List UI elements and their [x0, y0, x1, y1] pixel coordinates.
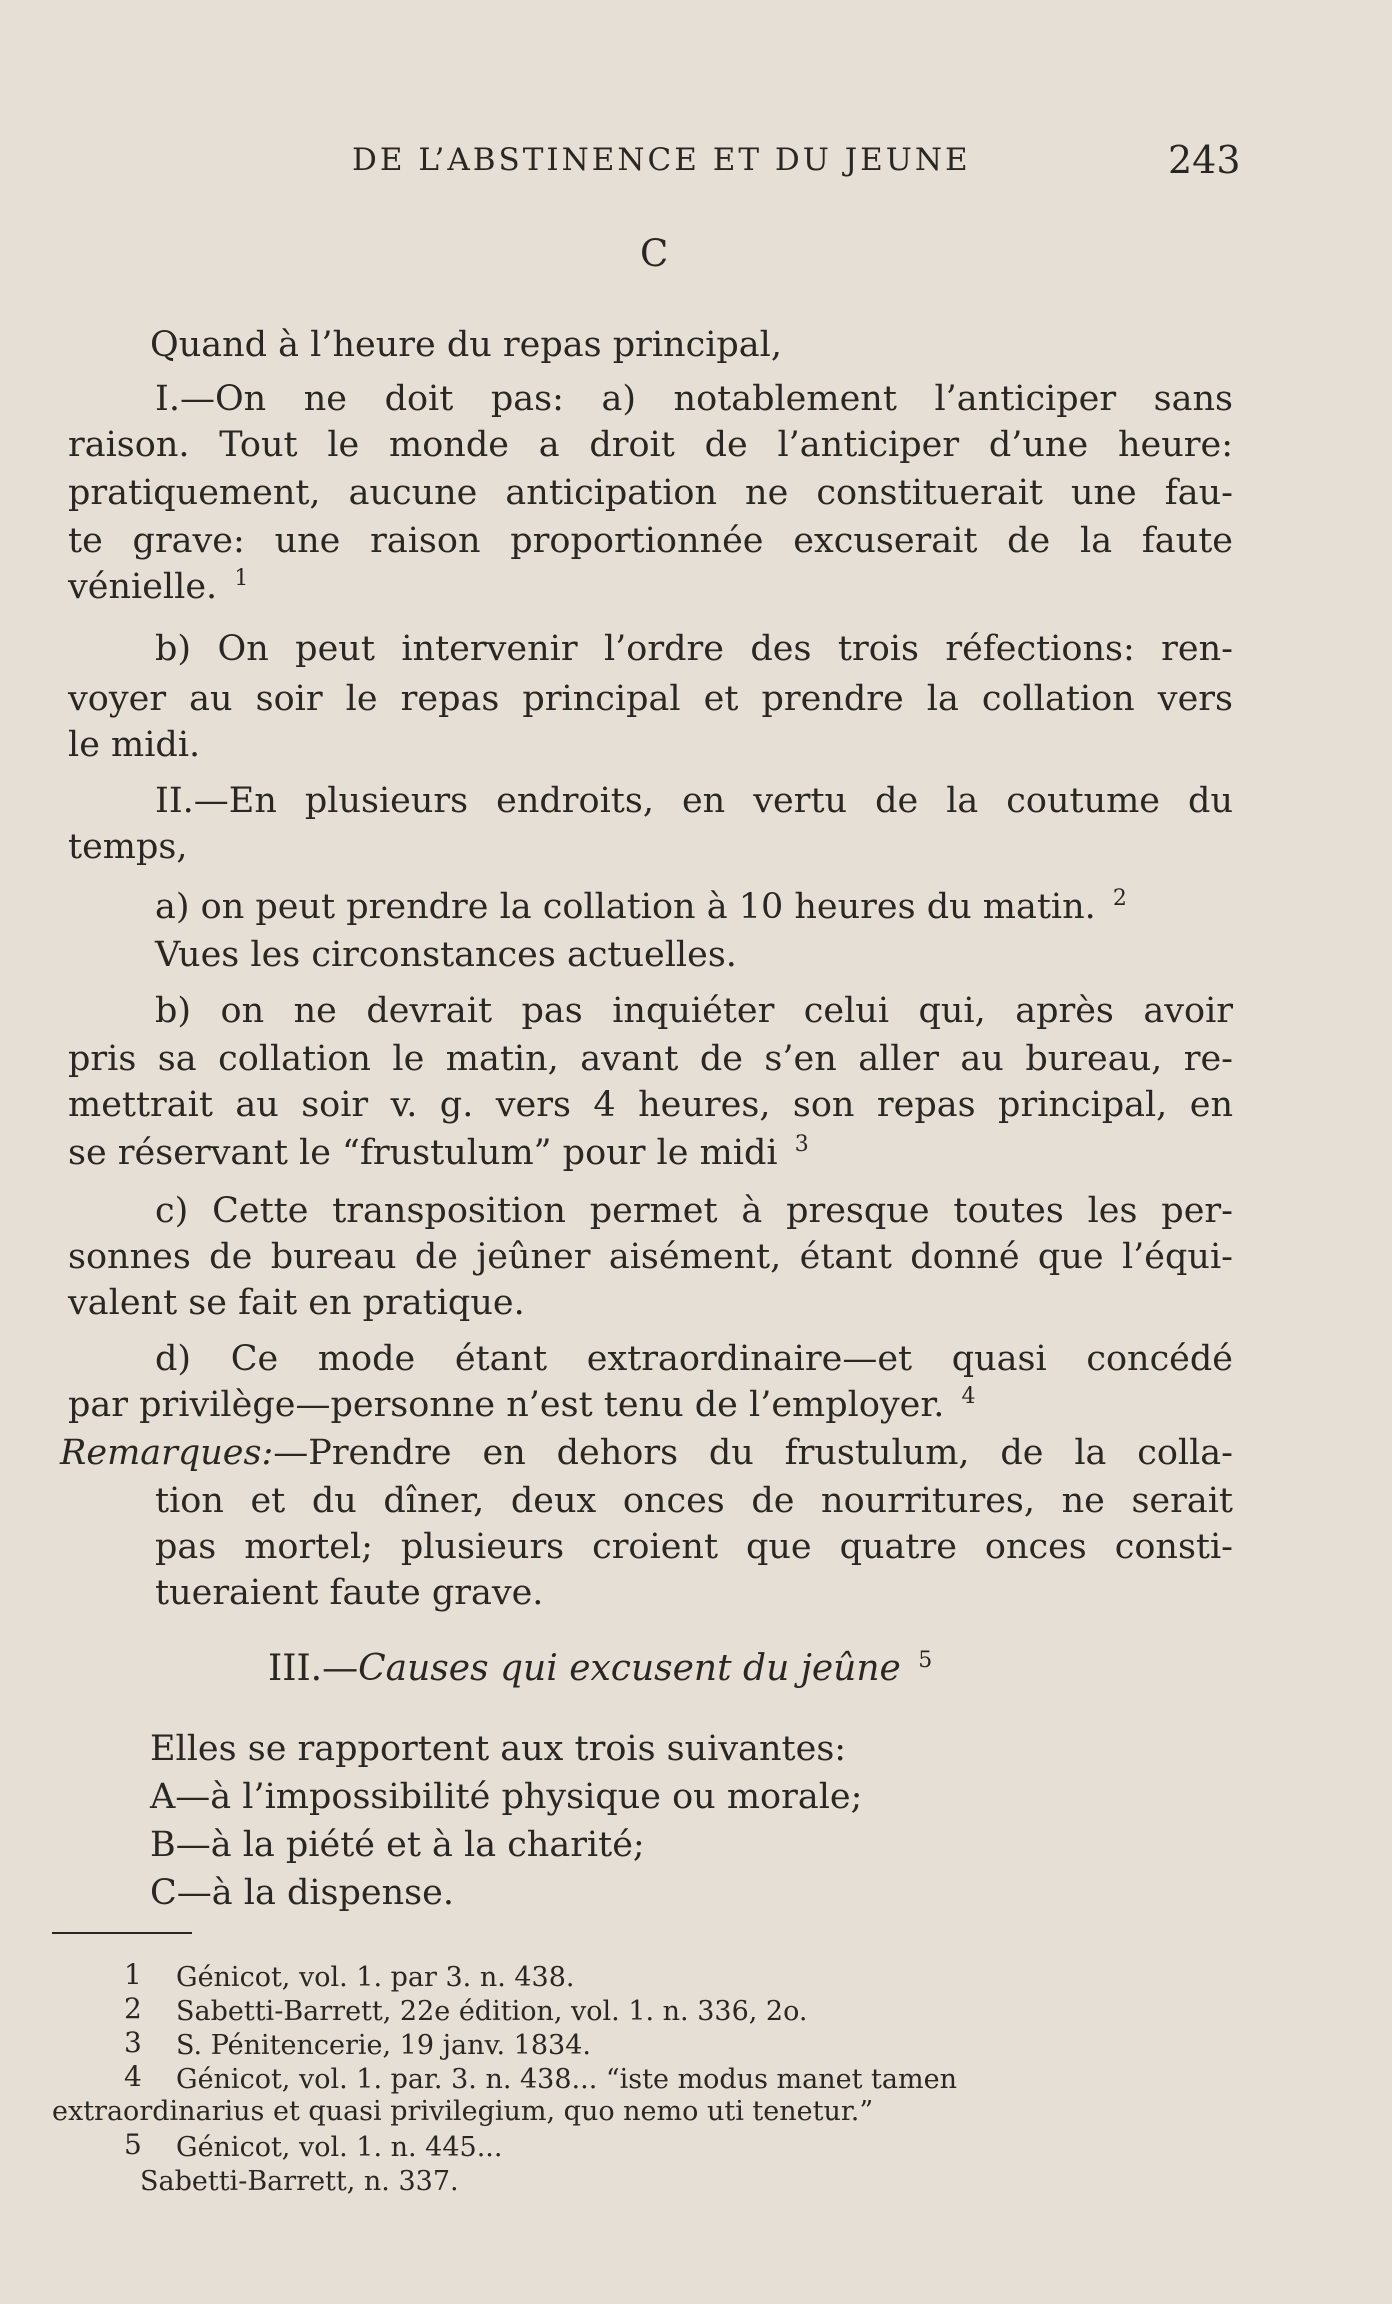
body-line: tion et du dîner, deux onces de nourritures, ne serait: [155, 1481, 1233, 1521]
footnote-text: Génicot, vol. 1. n. 445...: [176, 2132, 503, 2163]
section-number: III.—: [268, 1648, 359, 1689]
causes-line: A—à l’impossibilité physique ou morale;: [150, 1777, 863, 1817]
remarques-line: [60, 1430, 1233, 1476]
footnote-number: 5: [124, 2128, 142, 2161]
body-line: tueraient faute grave.: [155, 1573, 544, 1613]
body-line: a) on peut prendre la collation à 10 heures du matin.: [155, 887, 1096, 927]
footnote-number: 1: [124, 1958, 142, 1991]
footnote-ref: 1: [234, 566, 249, 592]
page-number: 243: [1168, 138, 1241, 182]
body-line: se réservant le “frustulum” pour le midi: [68, 1133, 778, 1173]
body-paragraph-end: [68, 1382, 1233, 1428]
footnote-text: extraordinarius et quasi privilegium, quo nemo uti tenetur.”: [52, 2096, 874, 2127]
section-letter: C: [640, 232, 669, 275]
body-line: —Prendre en dehors du frustulum, de la colla-: [273, 1433, 1233, 1473]
footnote-number: 3: [124, 2026, 142, 2059]
footnote-ref: 4: [961, 1384, 976, 1410]
section-title: Causes qui excusent du jeûne: [358, 1648, 901, 1689]
causes-line: Elles se rapportent aux trois suivantes:: [150, 1729, 847, 1769]
footnote-number: 4: [124, 2060, 142, 2093]
causes-line: B—à la piété et à la charité;: [150, 1825, 645, 1865]
body-line: vénielle.: [68, 567, 218, 607]
body-line: II.—En plusieurs endroits, en vertu de la coutume du: [155, 781, 1233, 821]
footnote-ref: 2: [1112, 886, 1127, 912]
section-heading: [268, 1648, 932, 1689]
body-line: Quand à l’heure du repas principal,: [150, 325, 782, 365]
footnote-text: Sabetti-Barrett, n. 337.: [140, 2166, 459, 2197]
footnote-divider: [52, 1932, 192, 1934]
body-paragraph-end: [68, 564, 1233, 610]
body-line: c) Cette transposition permet à presque toutes les per-: [155, 1191, 1233, 1231]
footnote-ref: 5: [918, 1648, 933, 1673]
body-line: mettrait au soir v. g. vers 4 heures, son repas principal, en: [68, 1085, 1233, 1125]
body-line: Vues les circonstances actuelles.: [155, 935, 737, 975]
body-line: b) on ne devrait pas inquiéter celui qui, après avoir: [155, 991, 1233, 1031]
body-line: pas mortel; plusieurs croient que quatre onces consti-: [155, 1527, 1233, 1567]
footnote-text: Génicot, vol. 1. par 3. n. 438.: [176, 1962, 575, 1993]
body-line: temps,: [68, 827, 188, 867]
footnote-text: Génicot, vol. 1. par. 3. n. 438... “iste modus manet tamen: [176, 2064, 957, 2095]
remarques-label: Remarques:: [60, 1433, 274, 1473]
footnote-number: 2: [124, 1992, 142, 2025]
body-line: b) On peut intervenir l’ordre des trois réfections: ren-: [155, 629, 1233, 669]
body-line: pratiquement, aucune anticipation ne constituerait une fau-: [68, 473, 1233, 513]
footnote-text: S. Pénitencerie, 19 janv. 1834.: [176, 2030, 591, 2061]
causes-line: C—à la dispense.: [150, 1873, 454, 1913]
body-line: te grave: une raison proportionnée excuserait de la faute: [68, 521, 1233, 561]
body-line: I.—On ne doit pas: a) notablement l’anticiper sans: [155, 379, 1233, 419]
body-line: sonnes de bureau de jeûner aisément, étant donné que l’équi-: [68, 1237, 1233, 1277]
footnote-ref: 3: [794, 1132, 809, 1158]
body-line: voyer au soir le repas principal et prendre la collation vers: [68, 679, 1233, 719]
body-line: pris sa collation le matin, avant de s’en aller au bureau, re-: [68, 1039, 1233, 1079]
body-line: valent se fait en pratique.: [68, 1283, 525, 1323]
body-line: d) Ce mode étant extraordinaire—et quasi concédé: [155, 1339, 1233, 1379]
footnote-text: Sabetti-Barrett, 22e édition, vol. 1. n. 336, 2o.: [176, 1996, 808, 2027]
body-line: par privilège—personne n’est tenu de l’employer.: [68, 1385, 945, 1425]
running-head: DE L’ABSTINENCE ET DU JEUNE: [352, 142, 971, 178]
body-line: le midi.: [68, 725, 201, 765]
body-paragraph-end: [155, 884, 1233, 930]
body-line: raison. Tout le monde a droit de l’anticiper d’une heure:: [68, 425, 1233, 465]
body-paragraph-end: [68, 1130, 1233, 1176]
